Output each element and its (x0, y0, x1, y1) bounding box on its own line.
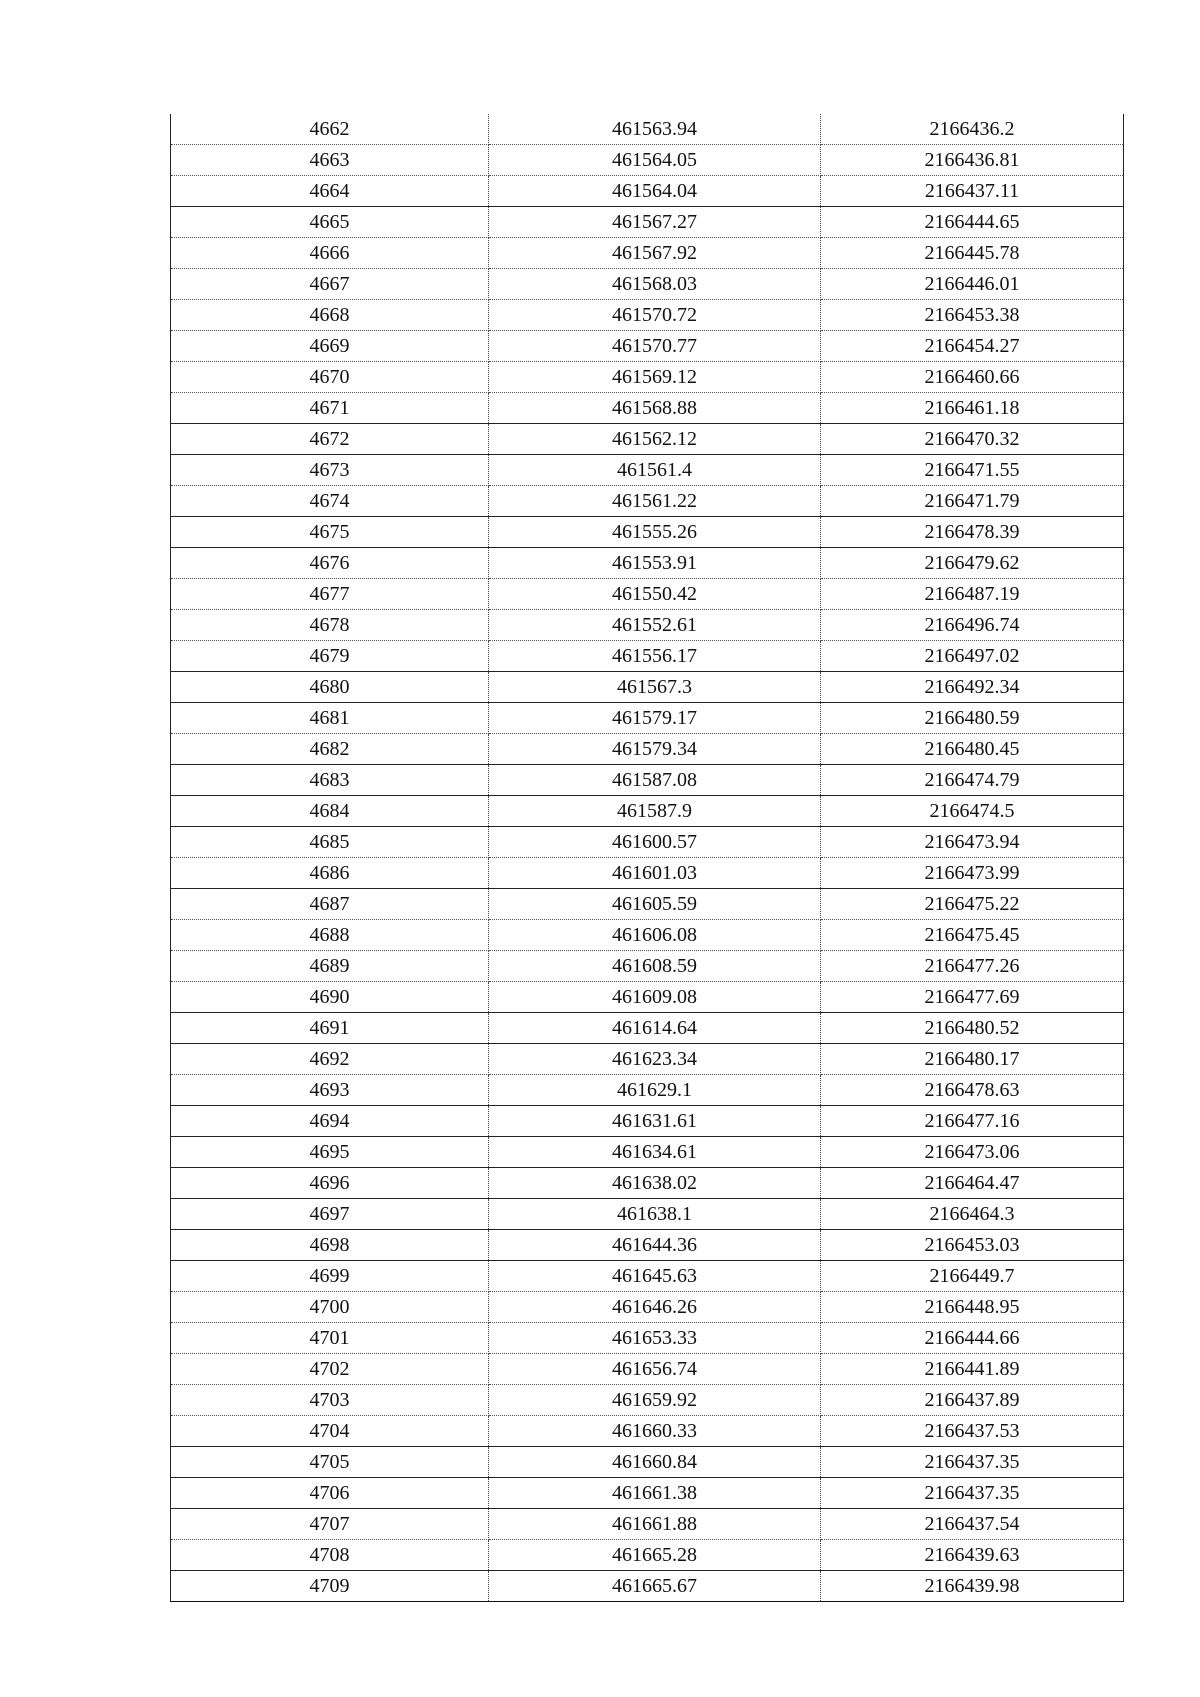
point-number-cell: 4693 (171, 1075, 489, 1106)
y-coordinate-cell: 2166471.55 (821, 455, 1124, 486)
x-coordinate-cell: 461623.34 (489, 1044, 821, 1075)
point-number-cell: 4700 (171, 1292, 489, 1323)
y-coordinate-cell: 2166487.19 (821, 579, 1124, 610)
x-coordinate-cell: 461653.33 (489, 1323, 821, 1354)
x-coordinate-cell: 461555.26 (489, 517, 821, 548)
y-coordinate-cell: 2166492.34 (821, 672, 1124, 703)
table-row (171, 207, 1124, 238)
table-row (171, 1075, 1124, 1106)
y-coordinate-cell: 2166470.32 (821, 424, 1124, 455)
y-coordinate-cell: 2166473.06 (821, 1137, 1124, 1168)
x-coordinate-cell: 461564.04 (489, 176, 821, 207)
x-coordinate-cell: 461587.08 (489, 765, 821, 796)
x-coordinate-cell: 461629.1 (489, 1075, 821, 1106)
x-coordinate-cell: 461638.02 (489, 1168, 821, 1199)
y-coordinate-cell: 2166439.63 (821, 1540, 1124, 1571)
x-coordinate-cell: 461608.59 (489, 951, 821, 982)
x-coordinate-cell: 461567.92 (489, 238, 821, 269)
x-coordinate-cell: 461638.1 (489, 1199, 821, 1230)
point-number-cell: 4697 (171, 1199, 489, 1230)
y-coordinate-cell: 2166441.89 (821, 1354, 1124, 1385)
x-coordinate-cell: 461644.36 (489, 1230, 821, 1261)
point-number-cell: 4663 (171, 145, 489, 176)
table-row (171, 982, 1124, 1013)
x-coordinate-cell: 461665.67 (489, 1571, 821, 1602)
y-coordinate-cell: 2166446.01 (821, 269, 1124, 300)
table-row (171, 145, 1124, 176)
point-number-cell: 4670 (171, 362, 489, 393)
y-coordinate-cell: 2166477.26 (821, 951, 1124, 982)
x-coordinate-cell: 461567.27 (489, 207, 821, 238)
point-number-cell: 4705 (171, 1447, 489, 1478)
table-row (171, 486, 1124, 517)
point-number-cell: 4674 (171, 486, 489, 517)
x-coordinate-cell: 461605.59 (489, 889, 821, 920)
table-row (171, 827, 1124, 858)
table-row (171, 889, 1124, 920)
y-coordinate-cell: 2166460.66 (821, 362, 1124, 393)
table-row (171, 1540, 1124, 1571)
y-coordinate-cell: 2166480.59 (821, 703, 1124, 734)
point-number-cell: 4685 (171, 827, 489, 858)
y-coordinate-cell: 2166477.69 (821, 982, 1124, 1013)
y-coordinate-cell: 2166437.89 (821, 1385, 1124, 1416)
y-coordinate-cell: 2166445.78 (821, 238, 1124, 269)
x-coordinate-cell: 461631.61 (489, 1106, 821, 1137)
table-row (171, 1323, 1124, 1354)
x-coordinate-cell: 461665.28 (489, 1540, 821, 1571)
table-row (171, 1044, 1124, 1075)
point-number-cell: 4679 (171, 641, 489, 672)
y-coordinate-cell: 2166478.63 (821, 1075, 1124, 1106)
y-coordinate-cell: 2166453.38 (821, 300, 1124, 331)
point-number-cell: 4688 (171, 920, 489, 951)
x-coordinate-cell: 461600.57 (489, 827, 821, 858)
y-coordinate-cell: 2166439.98 (821, 1571, 1124, 1602)
point-number-cell: 4665 (171, 207, 489, 238)
table-row (171, 455, 1124, 486)
table-row (171, 1199, 1124, 1230)
point-number-cell: 4676 (171, 548, 489, 579)
x-coordinate-cell: 461561.4 (489, 455, 821, 486)
table-row (171, 1137, 1124, 1168)
table-row (171, 672, 1124, 703)
table-row (171, 1106, 1124, 1137)
y-coordinate-cell: 2166454.27 (821, 331, 1124, 362)
x-coordinate-cell: 461568.03 (489, 269, 821, 300)
point-number-cell: 4709 (171, 1571, 489, 1602)
table-row (171, 517, 1124, 548)
point-number-cell: 4706 (171, 1478, 489, 1509)
point-number-cell: 4672 (171, 424, 489, 455)
table-row (171, 1571, 1124, 1602)
point-number-cell: 4704 (171, 1416, 489, 1447)
y-coordinate-cell: 2166474.79 (821, 765, 1124, 796)
point-number-cell: 4691 (171, 1013, 489, 1044)
y-coordinate-cell: 2166480.17 (821, 1044, 1124, 1075)
y-coordinate-cell: 2166437.35 (821, 1478, 1124, 1509)
point-number-cell: 4668 (171, 300, 489, 331)
point-number-cell: 4695 (171, 1137, 489, 1168)
y-coordinate-cell: 2166436.2 (821, 114, 1124, 145)
table-row (171, 641, 1124, 672)
x-coordinate-cell: 461579.34 (489, 734, 821, 765)
y-coordinate-cell: 2166475.22 (821, 889, 1124, 920)
x-coordinate-cell: 461570.72 (489, 300, 821, 331)
x-coordinate-cell: 461645.63 (489, 1261, 821, 1292)
x-coordinate-cell: 461606.08 (489, 920, 821, 951)
x-coordinate-cell: 461660.84 (489, 1447, 821, 1478)
y-coordinate-cell: 2166444.66 (821, 1323, 1124, 1354)
x-coordinate-cell: 461661.38 (489, 1478, 821, 1509)
table-row (171, 610, 1124, 641)
y-coordinate-cell: 2166464.3 (821, 1199, 1124, 1230)
table-row (171, 1416, 1124, 1447)
point-number-cell: 4698 (171, 1230, 489, 1261)
point-number-cell: 4677 (171, 579, 489, 610)
table-row (171, 1168, 1124, 1199)
y-coordinate-cell: 2166464.47 (821, 1168, 1124, 1199)
table-row (171, 920, 1124, 951)
x-coordinate-cell: 461562.12 (489, 424, 821, 455)
table-row (171, 269, 1124, 300)
x-coordinate-cell: 461660.33 (489, 1416, 821, 1447)
point-number-cell: 4680 (171, 672, 489, 703)
point-number-cell: 4701 (171, 1323, 489, 1354)
x-coordinate-cell: 461567.3 (489, 672, 821, 703)
y-coordinate-cell: 2166474.5 (821, 796, 1124, 827)
y-coordinate-cell: 2166448.95 (821, 1292, 1124, 1323)
x-coordinate-cell: 461568.88 (489, 393, 821, 424)
table-row (171, 424, 1124, 455)
table-row (171, 1447, 1124, 1478)
point-number-cell: 4692 (171, 1044, 489, 1075)
y-coordinate-cell: 2166444.65 (821, 207, 1124, 238)
table-row (171, 858, 1124, 889)
point-number-cell: 4684 (171, 796, 489, 827)
point-number-cell: 4678 (171, 610, 489, 641)
table-row (171, 796, 1124, 827)
point-number-cell: 4675 (171, 517, 489, 548)
table-row (171, 1230, 1124, 1261)
y-coordinate-cell: 2166497.02 (821, 641, 1124, 672)
table-row (171, 734, 1124, 765)
table-row (171, 176, 1124, 207)
point-number-cell: 4664 (171, 176, 489, 207)
point-number-cell: 4671 (171, 393, 489, 424)
table-row (171, 579, 1124, 610)
y-coordinate-cell: 2166477.16 (821, 1106, 1124, 1137)
table-row (171, 548, 1124, 579)
y-coordinate-cell: 2166461.18 (821, 393, 1124, 424)
x-coordinate-cell: 461601.03 (489, 858, 821, 889)
table-row (171, 114, 1124, 145)
point-number-cell: 4696 (171, 1168, 489, 1199)
table-row (171, 1385, 1124, 1416)
point-number-cell: 4703 (171, 1385, 489, 1416)
point-number-cell: 4682 (171, 734, 489, 765)
y-coordinate-cell: 2166437.35 (821, 1447, 1124, 1478)
y-coordinate-cell: 2166473.94 (821, 827, 1124, 858)
y-coordinate-cell: 2166453.03 (821, 1230, 1124, 1261)
table-row (171, 393, 1124, 424)
x-coordinate-cell: 461561.22 (489, 486, 821, 517)
x-coordinate-cell: 461579.17 (489, 703, 821, 734)
x-coordinate-cell: 461564.05 (489, 145, 821, 176)
y-coordinate-cell: 2166471.79 (821, 486, 1124, 517)
y-coordinate-cell: 2166437.54 (821, 1509, 1124, 1540)
x-coordinate-cell: 461614.64 (489, 1013, 821, 1044)
point-number-cell: 4707 (171, 1509, 489, 1540)
x-coordinate-cell: 461556.17 (489, 641, 821, 672)
table-row (171, 362, 1124, 393)
table-row (171, 1478, 1124, 1509)
x-coordinate-cell: 461553.91 (489, 548, 821, 579)
point-number-cell: 4662 (171, 114, 489, 145)
point-number-cell: 4683 (171, 765, 489, 796)
y-coordinate-cell: 2166473.99 (821, 858, 1124, 889)
point-number-cell: 4666 (171, 238, 489, 269)
y-coordinate-cell: 2166480.52 (821, 1013, 1124, 1044)
x-coordinate-cell: 461646.26 (489, 1292, 821, 1323)
table-row (171, 1013, 1124, 1044)
x-coordinate-cell: 461609.08 (489, 982, 821, 1013)
x-coordinate-cell: 461563.94 (489, 114, 821, 145)
point-number-cell: 4686 (171, 858, 489, 889)
point-number-cell: 4673 (171, 455, 489, 486)
table-row (171, 1261, 1124, 1292)
point-number-cell: 4667 (171, 269, 489, 300)
x-coordinate-cell: 461656.74 (489, 1354, 821, 1385)
x-coordinate-cell: 461550.42 (489, 579, 821, 610)
table-row (171, 765, 1124, 796)
table-row (171, 1354, 1124, 1385)
point-number-cell: 4690 (171, 982, 489, 1013)
x-coordinate-cell: 461552.61 (489, 610, 821, 641)
table-row (171, 300, 1124, 331)
coordinate-table (170, 114, 1124, 1602)
point-number-cell: 4681 (171, 703, 489, 734)
coordinate-table-body (171, 114, 1124, 1602)
point-number-cell: 4669 (171, 331, 489, 362)
x-coordinate-cell: 461661.88 (489, 1509, 821, 1540)
table-row (171, 331, 1124, 362)
x-coordinate-cell: 461634.61 (489, 1137, 821, 1168)
x-coordinate-cell: 461569.12 (489, 362, 821, 393)
point-number-cell: 4694 (171, 1106, 489, 1137)
table-row (171, 951, 1124, 982)
y-coordinate-cell: 2166496.74 (821, 610, 1124, 641)
y-coordinate-cell: 2166437.53 (821, 1416, 1124, 1447)
x-coordinate-cell: 461587.9 (489, 796, 821, 827)
table-row (171, 1292, 1124, 1323)
x-coordinate-cell: 461570.77 (489, 331, 821, 362)
table-row (171, 703, 1124, 734)
y-coordinate-cell: 2166475.45 (821, 920, 1124, 951)
table-row (171, 238, 1124, 269)
table-row (171, 1509, 1124, 1540)
point-number-cell: 4699 (171, 1261, 489, 1292)
point-number-cell: 4689 (171, 951, 489, 982)
point-number-cell: 4687 (171, 889, 489, 920)
point-number-cell: 4708 (171, 1540, 489, 1571)
y-coordinate-cell: 2166436.81 (821, 145, 1124, 176)
y-coordinate-cell: 2166478.39 (821, 517, 1124, 548)
y-coordinate-cell: 2166437.11 (821, 176, 1124, 207)
y-coordinate-cell: 2166449.7 (821, 1261, 1124, 1292)
y-coordinate-cell: 2166480.45 (821, 734, 1124, 765)
y-coordinate-cell: 2166479.62 (821, 548, 1124, 579)
point-number-cell: 4702 (171, 1354, 489, 1385)
x-coordinate-cell: 461659.92 (489, 1385, 821, 1416)
